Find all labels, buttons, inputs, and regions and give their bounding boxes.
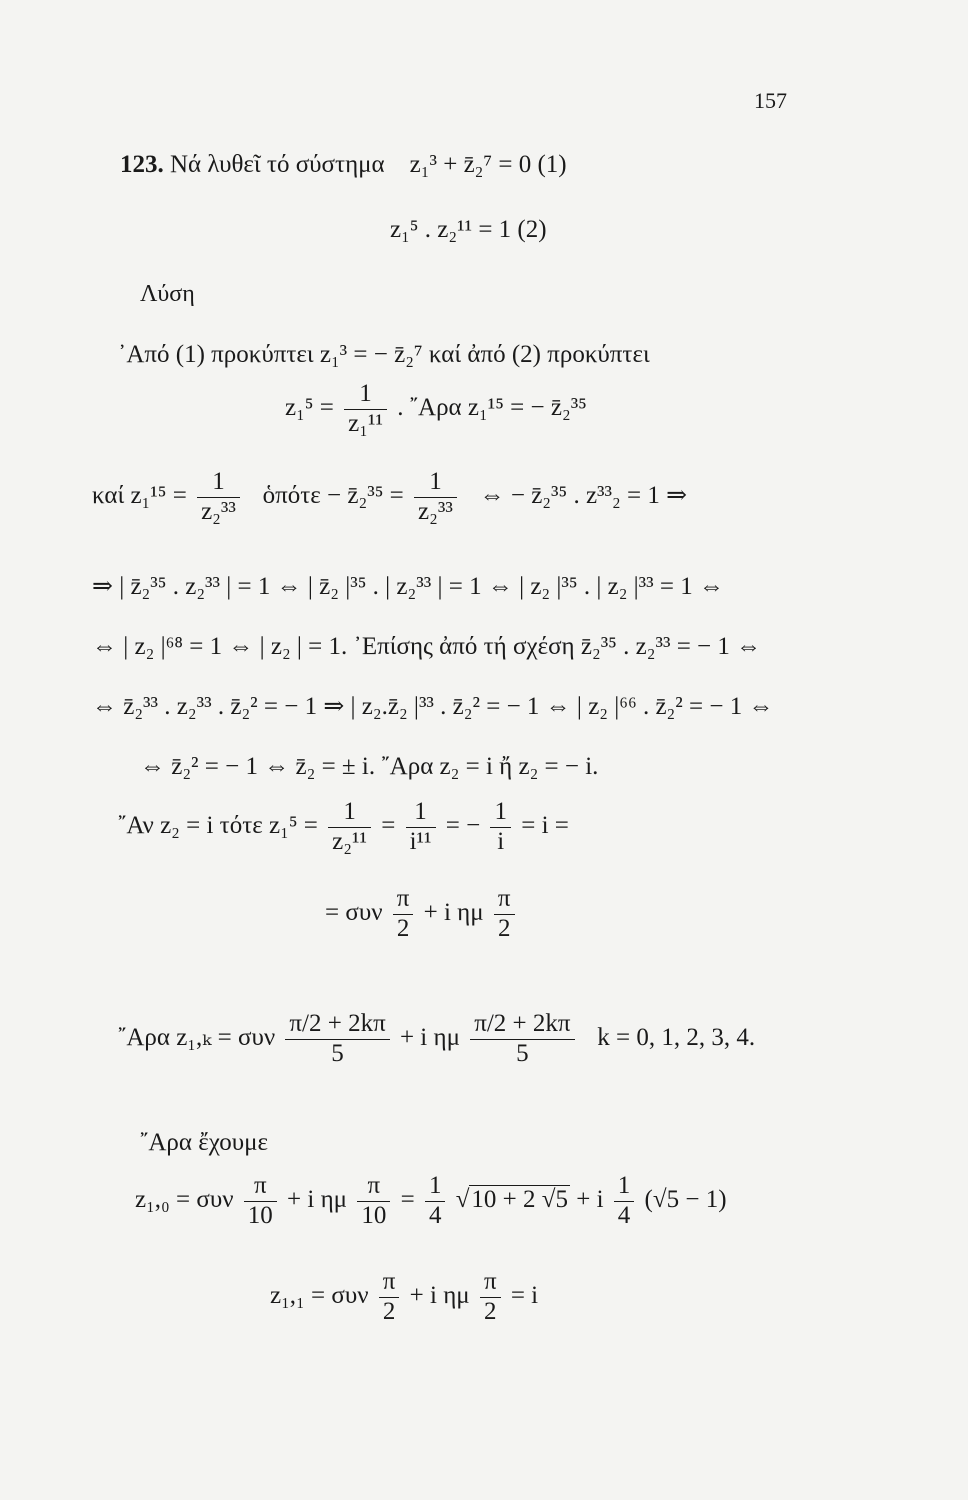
square-root: √10 + 2 √5	[455, 1185, 568, 1213]
fraction: $\frac{1}{\text{z₂³³}}$	[197, 468, 240, 527]
fraction: $\frac{1}{\text{z₁¹¹}}$	[344, 380, 387, 439]
problem-statement	[120, 150, 567, 180]
problem-number: 123.	[120, 151, 164, 178]
fraction: $\frac{\pi/2 + 2k\pi}{5}$	[285, 1010, 389, 1069]
solution-line-3: καί z₁¹⁵ = $\frac{1}{\text{z₂³³}}$ ὁπότε − z̄₂³⁵ = $\frac{1}{\text{z₂³³}}$ ⇔ − z̄₂³⁵ . z³³₂ = 1 ⇒	[92, 468, 688, 525]
equation-1: z₁³ + z̄₂⁷ = 0 (1)	[409, 151, 567, 178]
fraction: $\frac{\pi}{2}$	[379, 1268, 400, 1327]
solution-line-6: ⇔ z̄₂³³ . z₂³³ . z̄₂² = − 1 ⇒ | z₂.z̄₂ |³³ . z̄₂² = − 1 ⇔ | z₂ |⁶⁶ . z̄₂² = − 1 ⇔	[92, 693, 774, 720]
fraction: $\frac{\pi}{10}$	[244, 1172, 277, 1231]
fraction: $\frac{\pi}{2}$	[480, 1268, 501, 1327]
expr-rest: . ῎Αρα z₁¹⁵ = − z̄₂³⁵	[397, 393, 587, 421]
fraction: $\frac{\pi}{10}$	[357, 1172, 390, 1231]
solution-line-1: ᾽Από (1) προκύπτει z₁³ = − z̄₂⁷ καί ἀπό (2) προκύπτει	[118, 341, 650, 368]
solution-line-7: ⇔ z̄₂² = − 1 ⇔ z̄₂ = ± i. ῎Αρα z₂ = i ἤ z₂ = − i.	[140, 753, 599, 780]
fraction: $\frac{1}{\text{i¹¹}}$	[406, 798, 436, 857]
fraction: $\frac{1}{i}$	[490, 798, 511, 857]
fraction: $\frac{\pi}{2}$	[393, 885, 414, 944]
solution-line-12: z₁,₀ = συν $\frac{\pi}{10}$ + i ημ $\frac{\pi}{10}$ = $\frac{1}{4}$ √10 + 2 √5 + i $\frac{1}{4}$ (√5 − 1)	[135, 1172, 727, 1229]
k-values: k = 0, 1, 2, 3, 4.	[597, 1023, 756, 1051]
solution-line-5: ⇔ | z₂ |⁶⁸ = 1 ⇔ | z₂ | = 1. ᾽Επίσης ἀπό τή σχέση z̄₂³⁵ . z₂³³ = − 1 ⇔	[92, 633, 762, 660]
fraction: $\frac{1}{4}$	[614, 1172, 635, 1231]
solution-line-13: z₁,₁ = συν $\frac{\pi}{2}$ + i ημ $\frac{\pi}{2}$ = i	[270, 1268, 539, 1325]
fraction: $\frac{1}{\text{z₂¹¹}}$	[328, 798, 371, 857]
expr-lhs: z₁⁵ =	[285, 393, 334, 421]
fraction: $\frac{1}{4}$	[425, 1172, 446, 1231]
problem-text: Νά λυθεῖ τό σύστημα	[170, 151, 385, 178]
solution-line-11: ῎Αρα ἔχουμε	[140, 1129, 269, 1156]
solution-heading: Λύση	[140, 281, 195, 307]
solution-line-8: ῎Αν z₂ = i τότε z₁⁵ = $\frac{1}{\text{z₂¹¹}}$ = $\frac{1}{\text{i¹¹}}$ = − $\frac{1}{i}$ = i =	[118, 798, 569, 855]
fraction: $\frac{\pi/2 + 2k\pi}{5}$	[470, 1010, 574, 1069]
solution-line-10: ῎Αρα z₁,ₖ = συν $\frac{\pi/2 + 2k\pi}{5}$ + i ημ $\frac{\pi/2 + 2k\pi}{5}$ k = 0, 1, 2, 3, 4.	[118, 1010, 756, 1067]
fraction: $\frac{\pi}{2}$	[494, 885, 515, 944]
solution-line-9: = συν $\frac{\pi}{2}$ + i ημ $\frac{\pi}{2}$	[325, 885, 519, 944]
solution-line-2	[285, 380, 587, 439]
equation-2: z₁⁵ . z₂¹¹ = 1 (2)	[390, 216, 547, 243]
page-number: 157	[754, 88, 787, 113]
solution-line-4: ⇒ | z̄₂³⁵ . z₂³³ | = 1 ⇔ | z̄₂ |³⁵ . | z₂³³ | = 1 ⇔ | z₂ |³⁵ . | z₂ |³³ = 1 ⇔	[92, 573, 725, 600]
fraction: $\frac{1}{\text{z₂³³}}$	[414, 468, 457, 527]
